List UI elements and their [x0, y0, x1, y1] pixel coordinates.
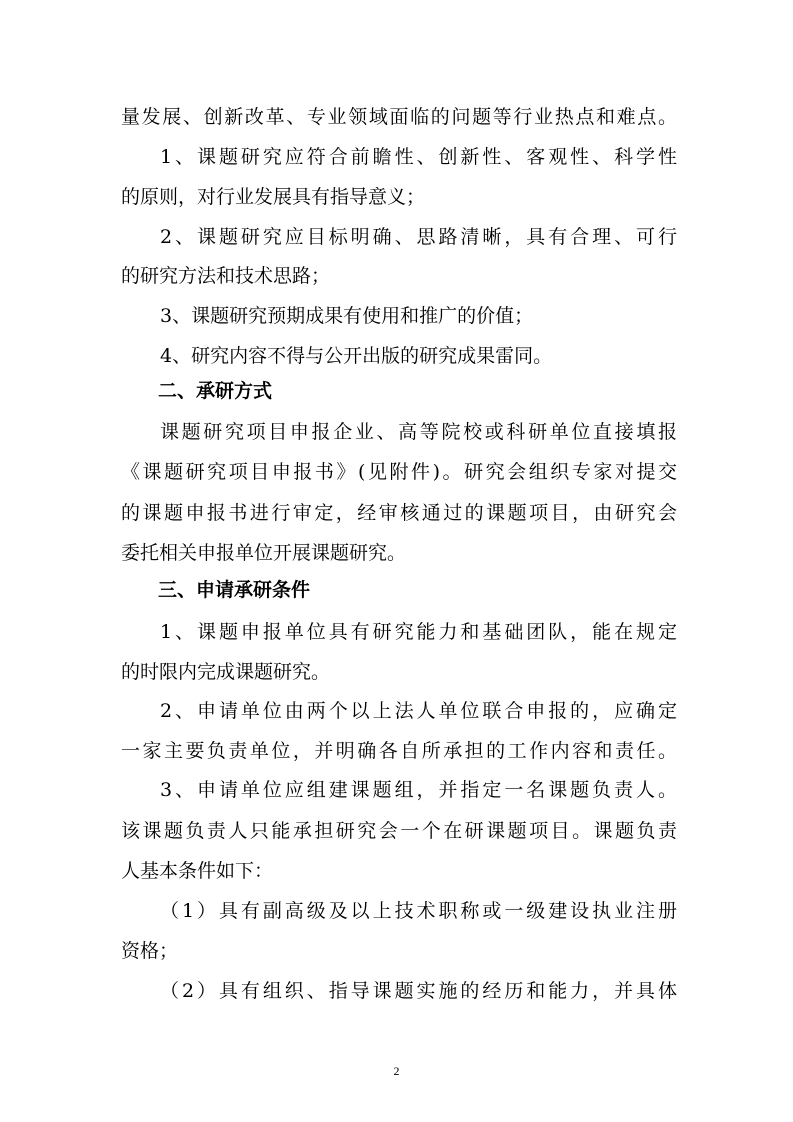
body-text-line: 的课题申报书进行审定，经审核通过的课题项目，由研究会 [121, 502, 677, 524]
body-text-line: 3、课题研究预期成果有使用和推广的价值； [160, 305, 534, 327]
body-text-line: 一家主要负责单位，并明确各自所承担的工作内容和责任。 [121, 740, 677, 762]
body-text-line: 1、课题申报单位具有研究能力和基础团队，能在规定 [160, 621, 677, 643]
body-text-line: 委托相关申报单位开展课题研究。 [121, 542, 407, 564]
body-text-line: 的研究方法和技术思路； [121, 265, 331, 287]
body-text-line: 2、申请单位由两个以上法人单位联合申报的，应确定 [160, 700, 677, 722]
body-text-line: 人基本条件如下： [121, 860, 274, 882]
body-text-line: 的时限内完成课题研究。 [121, 661, 331, 683]
body-text-line: 资格； [121, 940, 179, 962]
body-text-line: （2）具有组织、指导课题实施的经历和能力，并具体 [160, 980, 677, 1002]
page-number: 2 [393, 1064, 400, 1078]
body-text-line: 的原则，对行业发展具有指导意义； [121, 186, 426, 208]
body-text-line: 《课题研究项目申报书》(见附件)。研究会组织专家对提交 [121, 461, 677, 483]
section-heading: 三、申请承研条件 [158, 579, 311, 601]
body-text-line: 该课题负责人只能承担研究会一个在研课题项目。课题负责 [121, 820, 677, 842]
body-text-line: 课题研究项目申报企业、高等院校或科研单位直接填报 [160, 421, 677, 443]
body-text-line: 3、申请单位应组建课题组，并指定一名课题负责人。 [160, 779, 677, 801]
body-text-line: 2、课题研究应目标明确、思路清晰，具有合理、可行 [160, 226, 677, 248]
section-heading: 二、承研方式 [158, 380, 273, 402]
body-text-line: 4、研究内容不得与公开出版的研究成果雷同。 [160, 345, 553, 367]
body-text-line: 量发展、创新改革、专业领域面临的问题等行业热点和难点。 [121, 106, 677, 128]
body-text-line: 1、课题研究应符合前瞻性、创新性、客观性、科学性 [160, 146, 677, 168]
body-text-line: （1）具有副高级及以上技术职称或一级建设执业注册 [160, 900, 677, 922]
